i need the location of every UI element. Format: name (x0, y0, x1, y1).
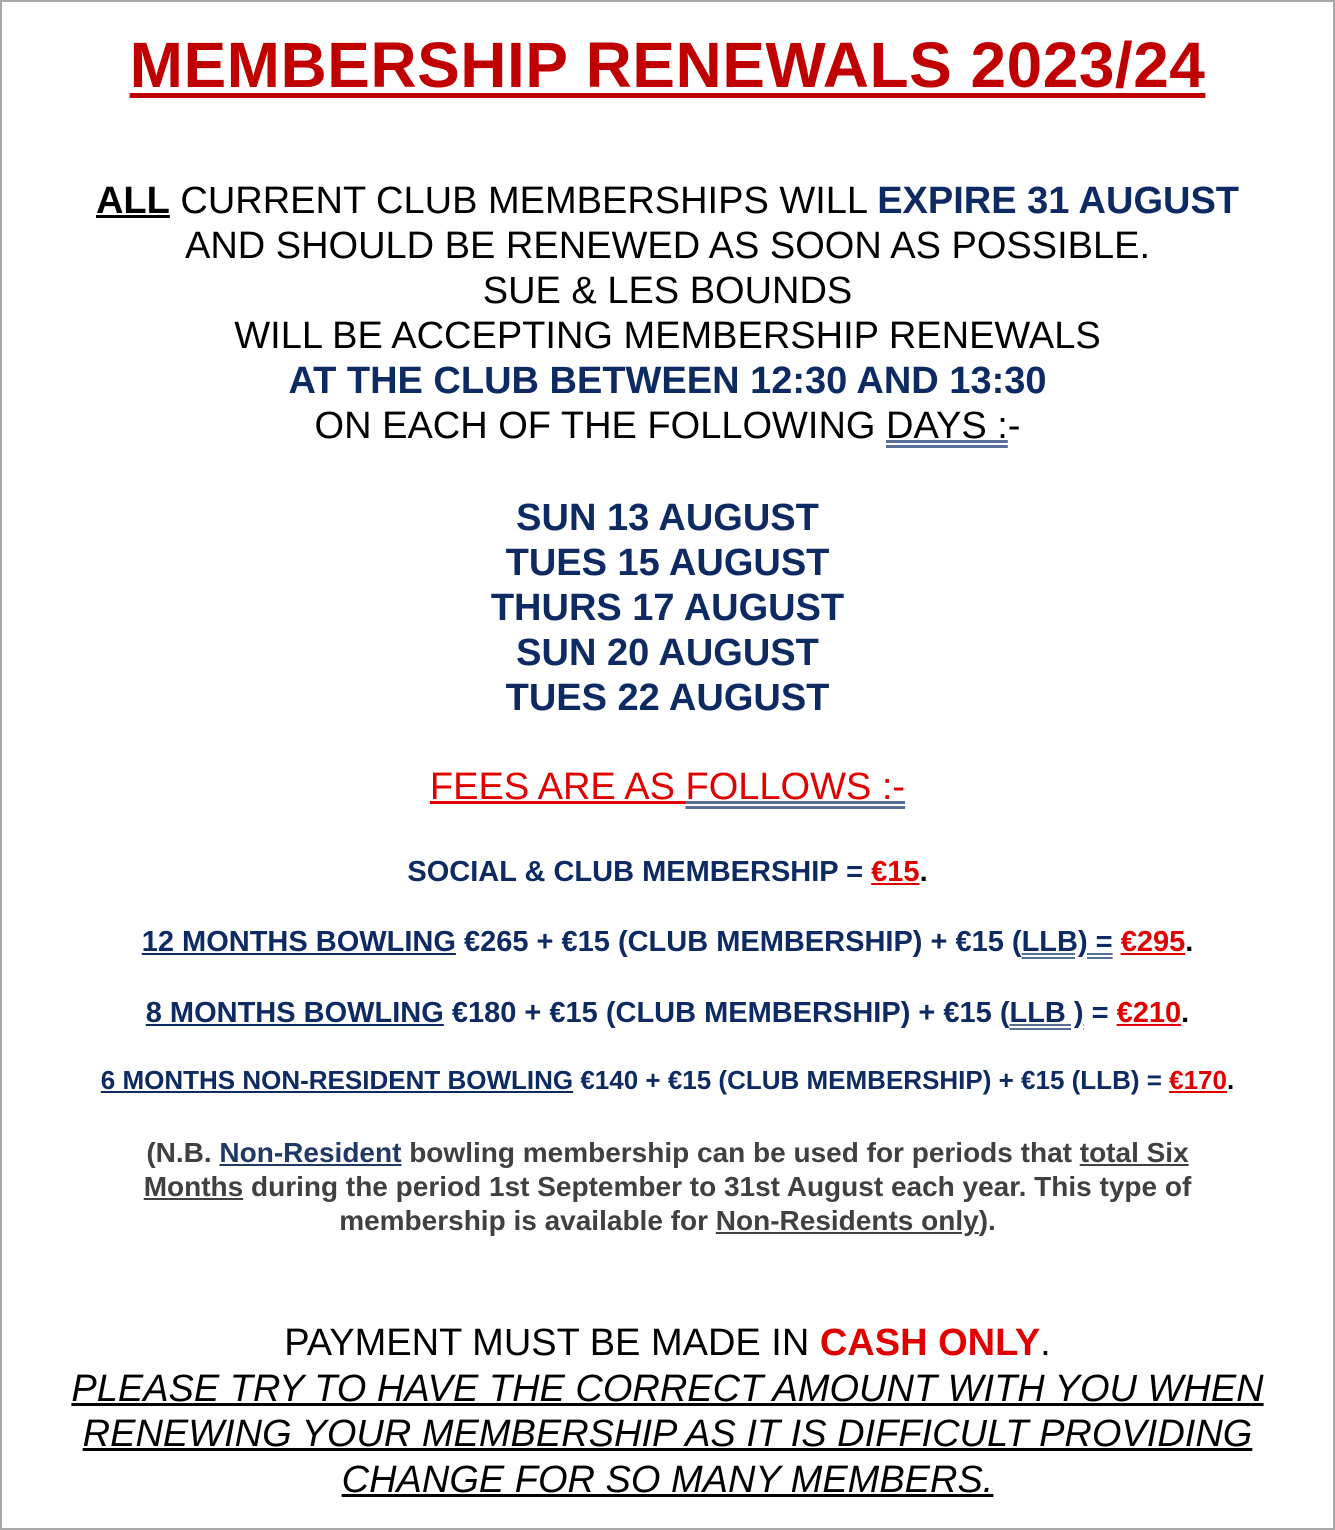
intro-line-1: ALL CURRENT CLUB MEMBERSHIPS WILL EXPIRE 31 AUGUST (95, 180, 1240, 222)
intro-line-2: AND SHOULD BE RENEWED AS SOON AS POSSIBLE. (184, 225, 1151, 267)
intro-line-3: SUE & LES BOUNDS (482, 270, 853, 312)
day-item: THURS 17 AUGUST (490, 587, 845, 629)
cash-only: CASH ONLY (819, 1322, 1041, 1364)
day-item: TUES 15 AUGUST (505, 542, 830, 584)
fees-heading: FEES ARE AS FOLLOWS :- (429, 766, 906, 808)
fee-price: €295 (1120, 926, 1186, 958)
intro-line-6: ON EACH OF THE FOLLOWING DAYS :- (314, 405, 1021, 447)
please-line-3: CHANGE FOR SO MANY MEMBERS. (341, 1459, 994, 1501)
intro-line-5: AT THE CLUB BETWEEN 12:30 AND 13:30 (288, 360, 1047, 402)
fee-social: SOCIAL & CLUB MEMBERSHIP = €15. (407, 856, 928, 888)
please-line-1: PLEASE TRY TO HAVE THE CORRECT AMOUNT WITH YOU WHEN (71, 1368, 1264, 1410)
payment-line: PAYMENT MUST BE MADE IN CASH ONLY. (284, 1322, 1051, 1364)
note-line-3: membership is available for Non-Residents only). (339, 1205, 996, 1236)
fee-price: €210 (1116, 997, 1182, 1029)
note-line-2: Months during the period 1st September to 31st August each year. This type of (143, 1171, 1192, 1202)
all-emphasis: ALL (95, 180, 170, 222)
fee-8-months: 8 MONTHS BOWLING €180 + €15 (CLUB MEMBERSHIP) + €15 (LLB ) = €210. (145, 997, 1190, 1029)
day-item: SUN 20 AUGUST (516, 632, 819, 674)
note-line-1: (N.B. Non-Resident bowling membership can be used for periods that total Six (146, 1137, 1189, 1168)
fee-price: €15 (871, 856, 920, 888)
fee-12-months: 12 MONTHS BOWLING €265 + €15 (CLUB MEMBERSHIP) + €15 (LLB) = €295. (141, 926, 1194, 958)
day-item: SUN 13 AUGUST (516, 497, 819, 539)
fee-price: €170 (1169, 1065, 1227, 1095)
page-title: MEMBERSHIP RENEWALS 2023/24 (129, 29, 1206, 101)
fee-6-months: 6 MONTHS NON-RESIDENT BOWLING €140 + €15 (CLUB MEMBERSHIP) + €15 (LLB) = €170. (100, 1065, 1235, 1095)
day-item: TUES 22 AUGUST (505, 677, 830, 719)
please-line-2: RENEWING YOUR MEMBERSHIP AS IT IS DIFFICULT PROVIDING (82, 1413, 1253, 1455)
expire-date: EXPIRE 31 AUGUST (877, 180, 1240, 222)
intro-line-4: WILL BE ACCEPTING MEMBERSHIP RENEWALS (234, 315, 1101, 357)
